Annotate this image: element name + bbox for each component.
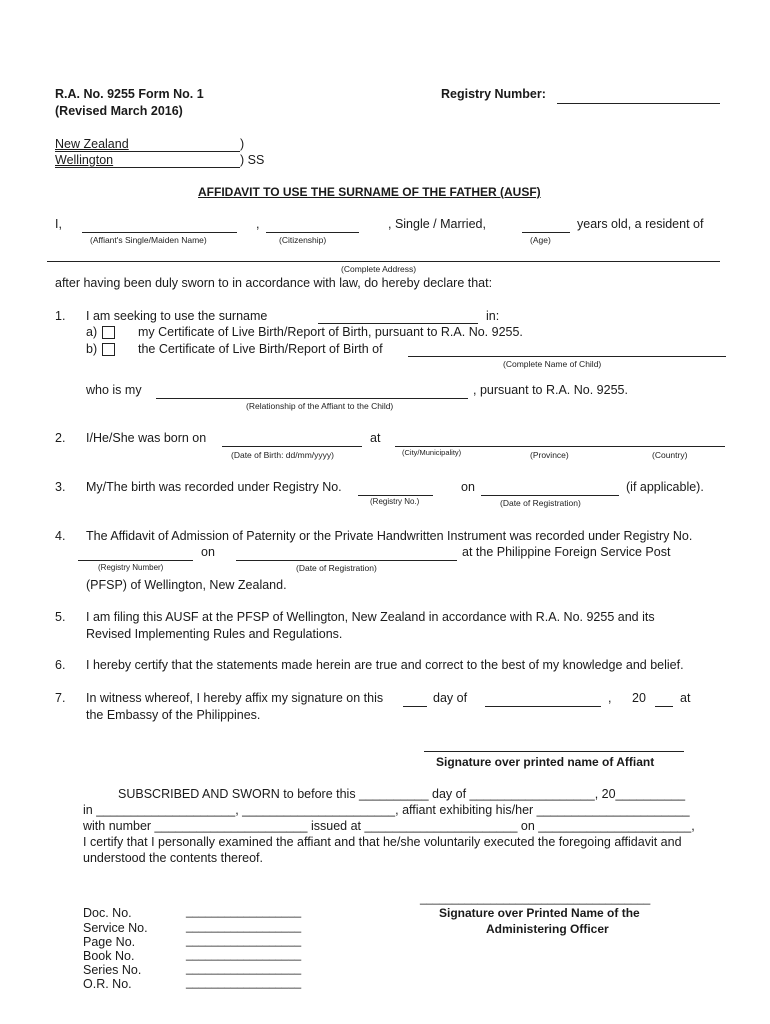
- caption-city: (City/Municipality): [402, 448, 462, 457]
- age-field[interactable]: [522, 232, 570, 233]
- docket-book-label: Book No.: [83, 949, 135, 963]
- docket-service-label: Service No.: [83, 921, 148, 935]
- option-b-checkbox[interactable]: [102, 343, 115, 356]
- item2-at: at: [370, 431, 381, 445]
- birth-registry-field[interactable]: [358, 495, 433, 496]
- item7-year-prefix: 20: [632, 691, 646, 705]
- item5-line1: I am filing this AUSF at the PFSP of Wellington, New Zealand in accordance with R.A. No. 9255 and its: [86, 610, 655, 624]
- docket-or-label: O.R. No.: [83, 977, 132, 991]
- venue-country: New Zealand: [55, 137, 129, 151]
- docket-page-label: Page No.: [83, 935, 136, 949]
- caption-item4-date: (Date of Registration): [296, 563, 377, 573]
- caption-province: (Province): [530, 450, 569, 460]
- item5-number: 5.: [55, 610, 66, 624]
- item2-number: 2.: [55, 431, 66, 445]
- item7-line2: the Embassy of the Philippines.: [86, 708, 261, 722]
- caption-country: (Country): [652, 450, 688, 460]
- affiant-signature-field[interactable]: [424, 751, 684, 752]
- option-b-text: the Certificate of Live Birth/Report of Birth of: [138, 342, 383, 356]
- jurat-line2: in ____________________, ______________________, affiant exhibiting his/her ______________________: [83, 803, 690, 817]
- affiant-name-field[interactable]: [82, 232, 237, 233]
- item4-on: on: [201, 545, 215, 559]
- caption-relationship: (Relationship of the Affiant to the Child): [246, 401, 394, 411]
- intro-i: I,: [55, 217, 62, 231]
- years-old-text: years old, a resident of: [577, 217, 704, 231]
- registry-number-label: Registry Number:: [441, 87, 546, 101]
- venue-ss: ) SS: [240, 153, 265, 167]
- item6-number: 6.: [55, 658, 66, 672]
- item1-text: I am seeking to use the surname: [86, 309, 268, 323]
- pursuant-text: , pursuant to R.A. No. 9255.: [473, 383, 628, 397]
- venue-city: Wellington: [55, 153, 114, 167]
- item7-number: 7.: [55, 691, 66, 705]
- docket-doc-field[interactable]: __________________: [186, 906, 302, 918]
- item7-at: at: [680, 691, 691, 705]
- item1-in: in:: [486, 309, 500, 323]
- caption-address: (Complete Address): [341, 264, 417, 274]
- option-a-label: a): [86, 325, 98, 339]
- venue-city-underline: [55, 167, 240, 168]
- jurat-line3: with number ______________________ issued at ______________________ on ______________________,: [83, 819, 695, 833]
- revision-date: (Revised March 2016): [55, 104, 183, 118]
- item7-text: In witness whereof, I hereby affix my signature on this: [86, 691, 384, 705]
- caption-registry-number: (Registry Number): [98, 563, 164, 572]
- item4-text: The Affidavit of Admission of Paternity or the Private Handwritten Instrument was recorded under Registry No.: [86, 529, 693, 543]
- intro-comma: ,: [256, 217, 260, 231]
- birthplace-field[interactable]: [395, 446, 725, 447]
- item4-number: 4.: [55, 529, 66, 543]
- affiant-signature-caption: Signature over printed name of Affiant: [436, 755, 655, 769]
- document-title: AFFIDAVIT TO USE THE SURNAME OF THE FATHER (AUSF): [198, 185, 541, 199]
- paternity-registration-date-field[interactable]: [236, 560, 457, 561]
- docket-page-field[interactable]: __________________: [186, 935, 302, 947]
- surname-field[interactable]: [318, 323, 478, 324]
- paternity-registry-field[interactable]: [78, 560, 193, 561]
- option-a-text: my Certificate of Live Birth/Report of Birth, pursuant to R.A. No. 9255.: [138, 325, 523, 339]
- jurat-line5: understood the contents thereof.: [83, 851, 263, 865]
- witness-day-field[interactable]: [403, 706, 427, 707]
- docket-series-field[interactable]: __________________: [186, 963, 302, 975]
- item1-number: 1.: [55, 309, 66, 323]
- caption-registration-date: (Date of Registration): [500, 498, 581, 508]
- child-name-field[interactable]: [408, 356, 726, 357]
- item4-end: (PFSP) of Wellington, New Zealand.: [86, 578, 287, 592]
- witness-month-field[interactable]: [485, 706, 601, 707]
- caption-citizenship: (Citizenship): [279, 235, 327, 245]
- who-is-my-text: who is my: [86, 383, 142, 397]
- pfsp-text: at the Philippine Foreign Service Post: [462, 545, 671, 559]
- caption-age: (Age): [530, 235, 551, 245]
- option-a-checkbox[interactable]: [102, 326, 115, 339]
- caption-dob: (Date of Birth: dd/mm/yyyy): [231, 450, 334, 460]
- if-applicable-text: (if applicable).: [626, 480, 704, 494]
- item5-line2: Revised Implementing Rules and Regulations.: [86, 627, 343, 641]
- venue-paren: ): [240, 137, 245, 151]
- citizenship-field[interactable]: [266, 232, 359, 233]
- officer-signature-caption-2: Administering Officer: [486, 922, 609, 936]
- address-field[interactable]: [47, 261, 720, 262]
- caption-registry-no: (Registry No.): [370, 497, 420, 506]
- date-of-birth-field[interactable]: [222, 446, 362, 447]
- jurat-line1: SUBSCRIBED AND SWORN to before this __________ day of __________________, 20__________: [118, 787, 686, 801]
- caption-affiant-name: (Affiant's Single/Maiden Name): [90, 235, 207, 245]
- venue-country-underline: [55, 151, 240, 152]
- form-number: R.A. No. 9255 Form No. 1: [55, 87, 204, 101]
- officer-signature-field[interactable]: ____________________________________: [420, 893, 651, 905]
- docket-or-field[interactable]: __________________: [186, 977, 302, 989]
- item3-number: 3.: [55, 480, 66, 494]
- docket-service-field[interactable]: __________________: [186, 921, 302, 933]
- option-b-label: b): [86, 342, 98, 356]
- sworn-statement: after having been duly sworn to in accordance with law, do hereby declare that:: [55, 276, 493, 290]
- docket-doc-label: Doc. No.: [83, 906, 132, 920]
- relationship-field[interactable]: [156, 398, 468, 399]
- item7-day-of: day of: [433, 691, 468, 705]
- witness-year-field[interactable]: [655, 706, 673, 707]
- registry-number-field[interactable]: [557, 103, 720, 104]
- item2-text: I/He/She was born on: [86, 431, 207, 445]
- jurat-line4: I certify that I personally examined the affiant and that he/she voluntarily executed the foregoing affidavit and: [83, 835, 682, 849]
- item3-on: on: [461, 480, 475, 494]
- docket-book-field[interactable]: __________________: [186, 949, 302, 961]
- civil-status-text: , Single / Married,: [388, 217, 486, 231]
- birth-registration-date-field[interactable]: [481, 495, 619, 496]
- caption-child-name: (Complete Name of Child): [503, 359, 602, 369]
- item6-text: I hereby certify that the statements made herein are true and correct to the best of my knowledge and belief.: [86, 658, 684, 672]
- docket-series-label: Series No.: [83, 963, 142, 977]
- officer-signature-caption-1: Signature over Printed Name of the: [439, 906, 640, 920]
- item3-text: My/The birth was recorded under Registry No.: [86, 480, 342, 494]
- item7-comma: ,: [608, 691, 612, 705]
